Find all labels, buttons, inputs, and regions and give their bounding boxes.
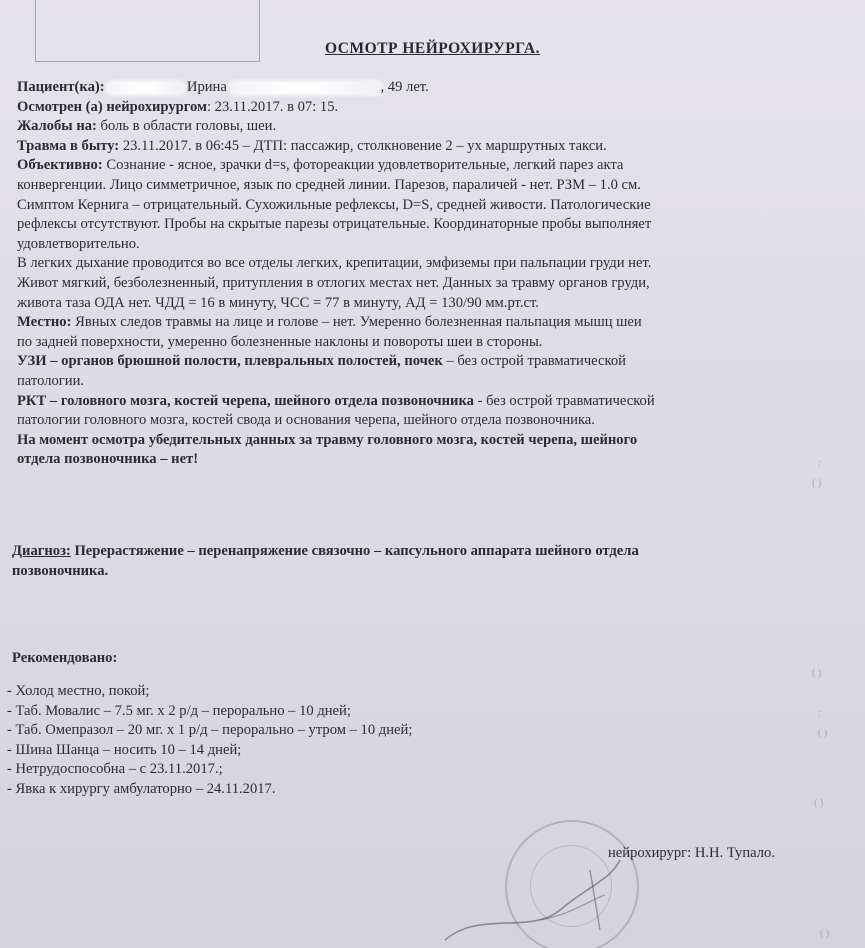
trauma-label: Травма в быту: [17,137,120,154]
stamp-line [36,4,259,14]
redacted-patronymic [231,82,381,94]
redacted-surname [108,82,183,94]
patient-row [17,78,832,98]
recommendation-item: - Нетрудоспособна – с 23.11.2017.; [7,761,223,778]
diagnosis-text: Перерастяжение – перенапряжение связочно – капсульного аппарата шейного отдела [70,543,639,559]
stamp-line [36,24,259,34]
uzi-line2: патологии. [17,372,85,389]
objective-line: Симптом Кернига – отрицательный. Сухожильные рефлексы, D=S, средней живости. Патологические [17,196,651,213]
uzi-value: – без острой травматической [442,353,626,370]
recommendation-item: - Шина Шанца – носить 10 – 14 дней; [7,741,242,758]
patient-name: Ирина [186,79,227,95]
recommendations-list [7,682,412,800]
objective-line: удовлетворительно. [17,235,140,252]
complaints-value: боль в области головы, шеи. [96,118,277,135]
local-line: по задней поверхности, умеренно болезненные наклоны и повороты шеи в стороны. [17,333,543,350]
margin-mark: ( ) [814,798,824,809]
rkt-label: РКТ – головного мозга, костей черепа, шейного отдела позвоночника [17,392,474,409]
diagnosis-row [12,541,832,561]
objective-row [17,156,832,176]
rkt-line2: патологии головного мозга, костей свода и основания черепа, шейного отдела позвоночника. [17,412,595,429]
recommendations-title: Рекомендовано: [12,650,118,666]
objective-line: конвергенции. Лицо симметричное, язык по средней линии. Парезов, параличей - нет. РЗМ – 1.0 см. [17,176,641,193]
margin-mark: : [818,708,821,719]
conclusion-line: На момент осмотра убедительных данных за травму головного мозга, костей черепа, шейного [17,431,638,448]
examined-row [17,98,832,118]
recommendation-item: - Таб. Мовалис – 7.5 мг. х 2 р/д – перорально – 10 дней; [7,702,351,719]
objective-label: Объективно: [17,157,103,174]
objective-line: В легких дыхание проводится во все отделы легких, крепитации, эмфиземы при пальпации груди нет. [17,255,652,272]
patient-age: , 49 лет. [380,79,429,95]
diagnosis-label: Диагноз: [12,543,71,559]
recommendation-item: - Явка к хирургу амбулаторно – 24.11.2017. [7,780,276,797]
trauma-row [17,137,832,157]
examined-value: : 23.11.2017. в 07: 15. [206,98,339,115]
objective-line: рефлексы отсутствуют. Пробы на скрытые парезы отрицательные. Координаторные пробы выполняет [17,216,652,233]
signature-line: нейрохирург: Н.Н. Тупало. [608,845,775,861]
conclusion-line: отдела позвоночника – нет! [17,451,199,468]
rkt-value: - без острой травматической [473,392,655,409]
margin-mark: ( ) [812,668,822,679]
stamp-line [36,14,259,24]
examined-label: Осмотрен (а) нейрохирургом [17,98,207,115]
uzi-row [17,352,832,372]
diagnosis-block [12,541,832,581]
objective-line: Живот мягкий, безболезненный, притупления в отлогих местах нет. Данных за травму органов груди, [17,274,650,291]
diagnosis-text-line2: позвоночника. [12,563,109,579]
document-title: ОСМОТР НЕЙРОХИРУРГА. [325,40,540,57]
margin-mark: : [818,458,821,469]
recommendation-item: - Таб. Омепразол – 20 мг. х 1 р/д – перорально – утром – 10 дней; [7,722,413,739]
recommendation-item: - Холод местно, покой; [7,683,150,699]
complaints-label: Жалобы на: [17,118,97,135]
trauma-value: 23.11.2017. в 06:45 – ДТП: пассажир, столкновение 2 – ух маршрутных такси. [119,137,607,154]
uzi-label: УЗИ – органов брюшной полости, плевральных полостей, почек [17,353,443,370]
margin-mark: ( ) [818,728,828,739]
local-row [17,313,832,333]
objective-line: живота таза ОДА нет. ЧДД = 16 в минуту, ЧСС = 77 в минуту, АД = 130/90 мм.рт.ст. [17,294,539,311]
margin-mark: ( ) [820,928,830,939]
complaints-row [17,117,832,137]
local-label: Местно: [17,314,72,331]
rkt-row [17,392,832,412]
exam-body [17,78,832,470]
local-line: Явных следов травмы на лице и голове – нет. Умеренно болезненная пальпация мышц шеи [71,314,642,331]
margin-mark: ( ) [812,478,822,489]
patient-label: Пациент(ка): [17,79,105,95]
objective-line: Сознание - ясное, зрачки d=s, фотореакции удовлетворительные, легкий парез акта [102,157,624,174]
